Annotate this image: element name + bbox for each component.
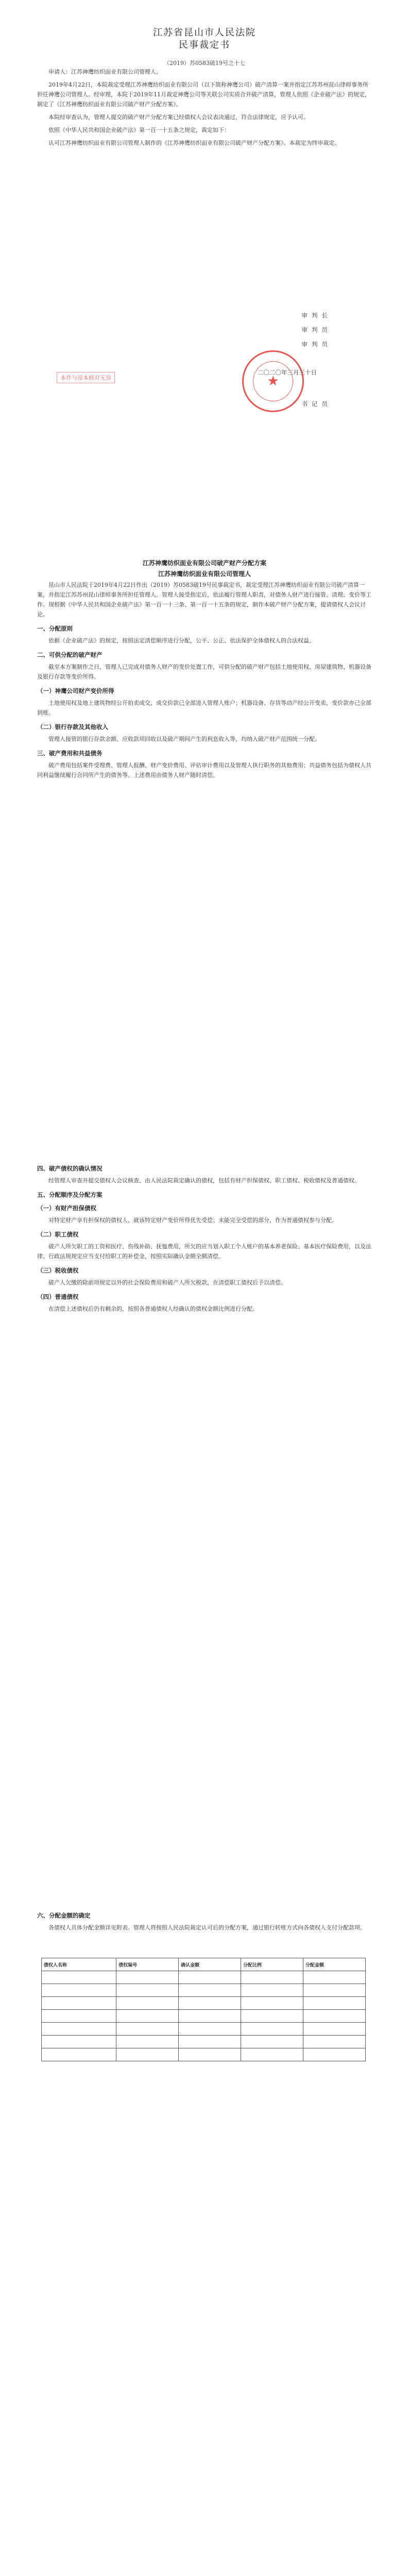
- plan-title: 江苏神鹰纺织面业有限公司破产财产分配方案: [142, 560, 266, 567]
- ruling-item: 认可江苏神鹰纺织面业有限公司管理人制作的《江苏神鹰纺织面业有限公司破产财产分配方案》。本裁定为终审裁定。: [48, 140, 340, 146]
- table-cell: [179, 1984, 241, 1997]
- subsection-heading: （三）税收债权: [37, 1267, 79, 1274]
- section-text: 破产费用包括案件受理费、管理人报酬、财产变价费用、评估审计费用以及管理人执行职务的其他费用；共益债务包括为债权人共同利益继续履行合同所产生的债务等。上述费用由债务人财产随时清偿。: [37, 762, 371, 778]
- table-cell: [303, 1997, 366, 2010]
- plan-subtitle: 江苏神鹰纺织面业有限公司管理人: [158, 570, 251, 578]
- ruling-lead: 依照《中华人民共和国企业破产法》第一百一十五条之规定，裁定如下：: [48, 127, 230, 133]
- section-text: 土地使用权及地上建筑物经公开拍卖成交，成交价款已全部进入管理人账户；机器设备、存货等动产经公开变卖，变价款亦已全部到账。: [37, 700, 371, 716]
- table-cell: [303, 1984, 366, 1997]
- creditor-table: [41, 1958, 366, 2061]
- table-row: [42, 2010, 366, 2023]
- table-header-cell: 债权编号: [116, 1958, 179, 1971]
- table-cell: [116, 1997, 179, 2010]
- table-cell: [116, 1971, 179, 1984]
- section-text: 管理人接管的银行存款余额、应收款项回收以及破产期间产生的利息收入等，均纳入破产财产范围统一分配。: [48, 736, 320, 742]
- table-row: [42, 1997, 366, 2010]
- table-cell: [179, 2036, 241, 2048]
- section-text: 经管理人审查并提交债权人会议核查、由人民法院裁定确认的债权，包括有财产担保债权、职工债权、税收债权及普通债权。: [48, 1177, 360, 1184]
- section-text: 各债权人具体分配金额详见附表。管理人将按照人民法院裁定认可后的分配方案，通过银行转账方式向各债权人支付分配款项。: [48, 1924, 366, 1931]
- table-header-cell: 分配比例: [241, 1958, 303, 1971]
- ruling-date: 二〇二〇年三月三十日: [258, 369, 317, 376]
- subsection-heading: （四）普通债权: [37, 1293, 79, 1300]
- section-heading: 二、可供分配的破产财产: [37, 651, 103, 658]
- intro-paragraph: 2019年4月22日，本院裁定受理江苏神鹰纺织面业有限公司（以下简称神鹰公司）破产清算一案并指定江苏苏州昆山律师事务所担任神鹰公司管理人。经审理，本院于2019年11月裁定神鹰公司等关联公司实质合并破产清算，管理人依照《企业破产法》的规定，制定了《江苏神鹰纺织面业有限公司破产财产分配方案》。: [37, 81, 370, 108]
- judge-3: 审判员: [301, 341, 332, 348]
- copy-verification-stamp: 本件与原本核对无异: [57, 372, 115, 383]
- table-row: [42, 1984, 366, 1997]
- table-cell: [42, 2023, 116, 2036]
- distribution-plan: [37, 556, 372, 783]
- table-cell: [116, 2010, 179, 2023]
- section-heading: 六、分配金额的确定: [37, 1912, 91, 1919]
- section-text: 在清偿上述债权后仍有剩余的，按照各普通债权人经确认的债权金额比例进行分配。: [48, 1306, 258, 1312]
- table-cell: [42, 1984, 116, 1997]
- table-row: [42, 2048, 366, 2061]
- judge-2: 审判员: [301, 326, 332, 333]
- table-cell: [42, 1971, 116, 1984]
- section-text: 破产人欠缴的除前项规定以外的社会保险费用和破产人所欠税款，在清偿职工债权后予以清偿。: [48, 1279, 286, 1286]
- section-heading: 四、破产债权的确认情况: [37, 1165, 103, 1172]
- subsection-heading: （二）职工债权: [37, 1231, 79, 1238]
- table-cell: [303, 1971, 366, 1984]
- table-cell: [303, 2023, 366, 2036]
- table-cell: [241, 2048, 303, 2061]
- table-cell: [179, 2048, 241, 2061]
- table-cell: [241, 2010, 303, 2023]
- court-seal: ★: [242, 350, 304, 412]
- table-cell: [42, 1997, 116, 2010]
- table-row: [42, 2023, 366, 2036]
- review-paragraph: 本院经审查认为，管理人提交的破产财产分配方案已经债权人会议表决通过，符合法律规定，应予认可。: [48, 114, 309, 121]
- case-number: （2019）苏0583破19号之十七: [164, 60, 245, 66]
- section-heading: 五、分配顺序及分配方案: [37, 1191, 103, 1198]
- section-text: 对特定财产享有担保权的债权人，就该特定财产变价所得优先受偿；未能完全受偿的部分，作为普通债权参与分配。: [48, 1217, 337, 1224]
- plan-intro: 昆山市人民法院于2019年4月22日作出（2019）苏0583破19号民事裁定书，裁定受理江苏神鹰纺织面业有限公司破产清算一案，并指定江苏苏州昆山律师事务所担任管理人。管理人接受指定后，依法履行管理人职责，对债务人财产进行接管、清理、变价等工作。现根据《中华人民共和国企业破产法》第一百一十三条、第一百一十五条的规定，制作本破产财产分配方案，提请债权人会议讨论。: [37, 582, 371, 618]
- table-cell: [241, 2036, 303, 2048]
- table-header-cell: 分配金额: [303, 1958, 366, 1971]
- section-heading: 三、破产费用和共益债务: [37, 750, 103, 757]
- table-cell: [116, 2048, 179, 2061]
- judge-1: 审判长: [301, 312, 332, 319]
- applicant-line: 申请人：江苏神鹰纺织面业有限公司管理人。: [48, 69, 162, 75]
- table-cell: [42, 2010, 116, 2023]
- subsection-heading: （一）神鹰公司财产变价所得: [37, 687, 114, 694]
- court-name: 江苏省昆山市人民法院: [153, 27, 256, 38]
- table-cell: [116, 2036, 179, 2048]
- table-header-row: [42, 1958, 366, 1971]
- distribution-plan-cont: [37, 1159, 372, 1317]
- table-cell: [116, 1984, 179, 1997]
- distribution-plan-cont2: [37, 1906, 372, 1936]
- table-cell: [42, 2036, 116, 2048]
- table-row: [42, 2036, 366, 2048]
- table-cell: [241, 1997, 303, 2010]
- table-cell: [303, 2036, 366, 2048]
- table-cell: [179, 2023, 241, 2036]
- ruling-body: [37, 67, 372, 151]
- subsection-heading: （一）有财产担保债权: [37, 1205, 96, 1212]
- table-header-cell: 债权人名称: [42, 1958, 116, 1971]
- section-heading: 一、分配原则: [37, 625, 73, 632]
- subsection-heading: （二）银行存款及其他收入: [37, 723, 108, 731]
- table-cell: [179, 1971, 241, 1984]
- table-cell: [241, 2023, 303, 2036]
- clerk: 书记员: [301, 400, 332, 408]
- section-text: 截至本方案制作之日，管理人已完成对债务人财产的变价处置工作，可供分配的破产财产包括土地使用权、房屋建筑物、机器设备及银行存款等变价所得。: [37, 664, 371, 680]
- table-cell: [303, 2010, 366, 2023]
- table-header-cell: 确认金额: [179, 1958, 241, 1971]
- table-cell: [116, 2023, 179, 2036]
- section-text: 依据《企业破产法》的规定，按照法定清偿顺序进行分配，公平、公正、依法保护全体债权人的合法权益。: [48, 637, 315, 644]
- table-cell: [179, 2010, 241, 2023]
- table-cell: [303, 2048, 366, 2061]
- table-cell: [42, 2048, 116, 2061]
- table-cell: [241, 1971, 303, 1984]
- table-row: [42, 1971, 366, 1984]
- table-cell: [241, 1984, 303, 1997]
- header: [37, 27, 372, 67]
- section-text: 破产人所欠职工的工资和医疗、伤残补助、抚恤费用，所欠的应当划入职工个人账户的基本养老保险、基本医疗保险费用，以及法律、行政法规规定应当支付给职工的补偿金，按照实际确认金额全额清偿。: [37, 1243, 371, 1260]
- table-cell: [179, 1997, 241, 2010]
- document-type: 民事裁定书: [179, 40, 230, 50]
